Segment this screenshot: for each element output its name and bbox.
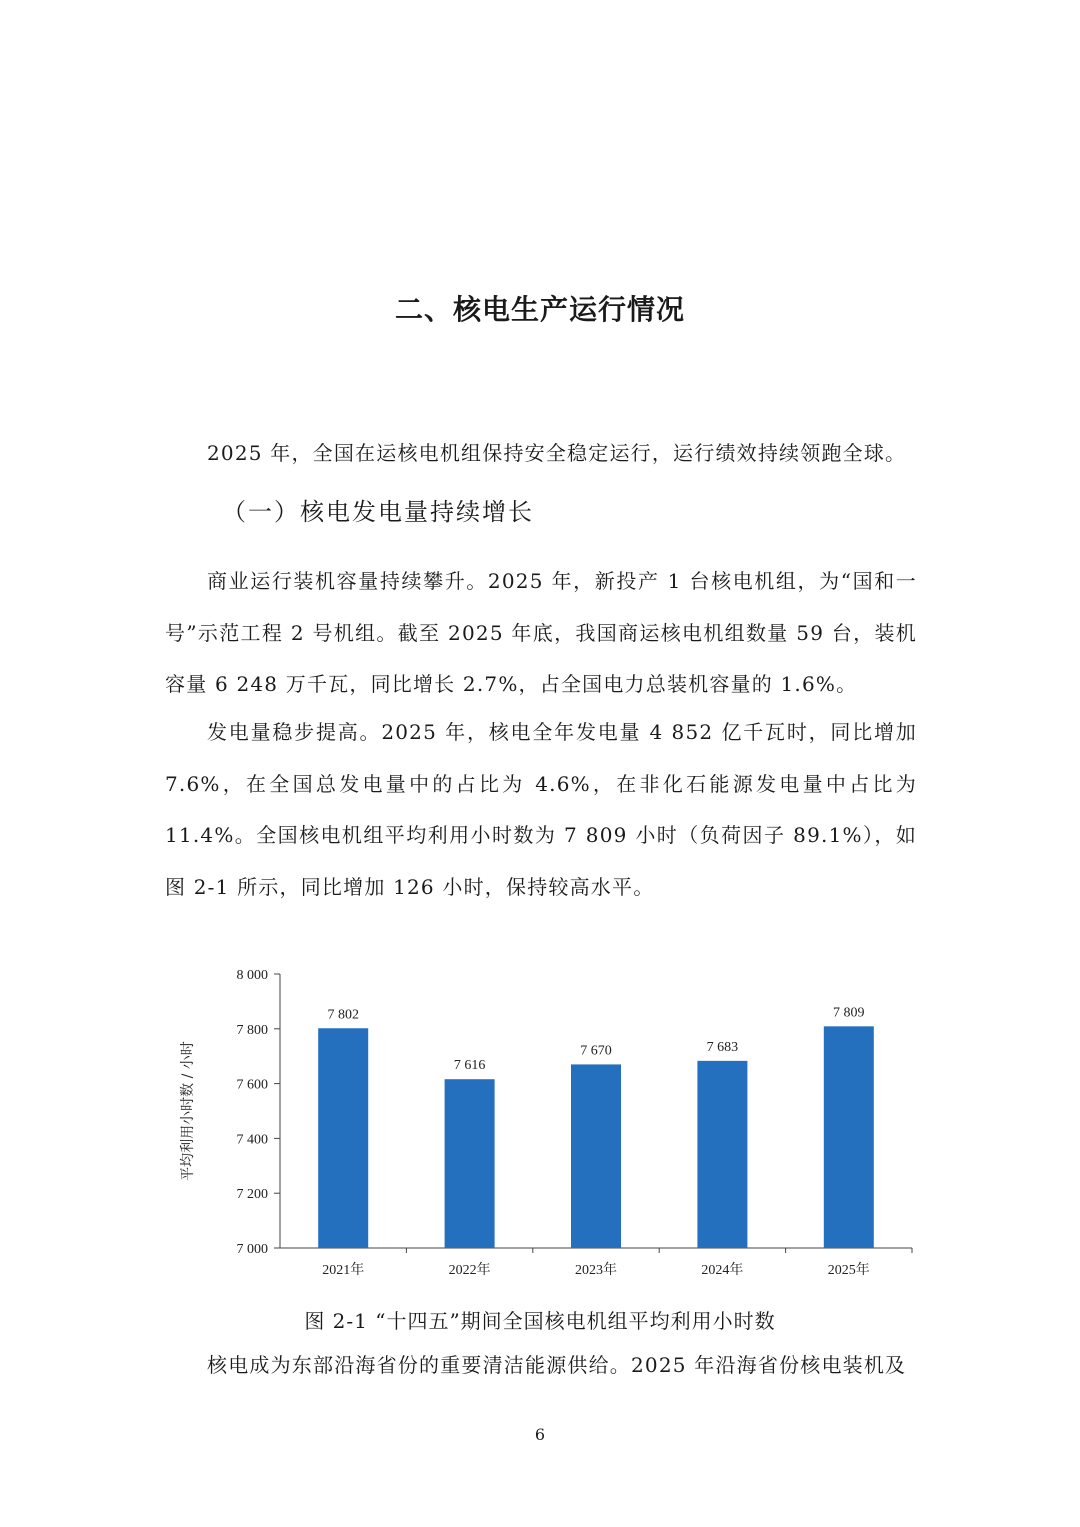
bar <box>318 1028 368 1248</box>
paragraph-generation: 发电量稳步提高。2025 年，核电全年发电量 4 852 亿千瓦时，同比增加 7.6%，在全国总发电量中的占比为 4.6%，在非化石能源发电量中占比为 11.4%。全国核电机组平均利用小时数为 7 809 小时（负荷因子 89.1%），如图 2-1 所示，同比增加 126 小时，保持较高水平。 <box>165 720 917 899</box>
bar <box>445 1079 495 1248</box>
section-heading: （一）核电发电量持续增长 <box>222 498 534 526</box>
x-tick-label: 2022年 <box>448 1263 491 1278</box>
y-tick-label: 7 200 <box>236 1187 268 1203</box>
bar <box>697 1061 747 1248</box>
y-tick-label: 8 000 <box>236 968 268 983</box>
y-tick-label: 7 400 <box>236 1132 268 1148</box>
bar-value-label: 7 802 <box>327 1007 359 1023</box>
x-tick-label: 2024年 <box>701 1263 744 1278</box>
bar-value-label: 7 670 <box>580 1043 612 1059</box>
bar-chart-svg <box>160 958 920 1288</box>
x-tick-label: 2025年 <box>827 1263 870 1278</box>
bar-value-label: 7 683 <box>706 1039 739 1055</box>
utilization-hours-chart <box>160 958 920 1288</box>
bar <box>571 1064 621 1248</box>
paragraph-coastal: 核电成为东部沿海省份的重要清洁能源供给。2025 年沿海省份核电装机及 <box>207 1353 907 1377</box>
figure-caption: 图 2-1 “十四五”期间全国核电机组平均利用小时数 <box>304 1309 776 1333</box>
y-tick-label: 7 000 <box>236 1242 268 1257</box>
y-tick-label: 7 800 <box>236 1022 268 1038</box>
page-number: 6 <box>534 1425 546 1444</box>
bar-value-label: 7 809 <box>833 1005 865 1021</box>
y-axis-title: 平均利用小时数 / 小时 <box>180 1041 196 1181</box>
paragraph-capacity: 商业运行装机容量持续攀升。2025 年，新投产 1 台核电机组，为“国和一号”示范工程 2 号机组。截至 2025 年底，我国商运核电机组数量 59 台，装机容量 6 248 万千瓦，同比增长 2.7%，占全国电力总装机容量的 1.6%。 <box>165 569 917 696</box>
chapter-title: 二、核电生产运行情况 <box>394 293 685 326</box>
x-tick-label: 2023年 <box>575 1263 617 1278</box>
bar <box>824 1026 874 1248</box>
bar-value-label: 7 616 <box>453 1058 486 1074</box>
y-tick-label: 7 600 <box>236 1077 268 1093</box>
intro-paragraph: 2025 年，全国在运核电机组保持安全稳定运行，运行绩效持续领跑全球。 <box>207 441 907 465</box>
x-tick-label: 2021年 <box>322 1263 365 1278</box>
